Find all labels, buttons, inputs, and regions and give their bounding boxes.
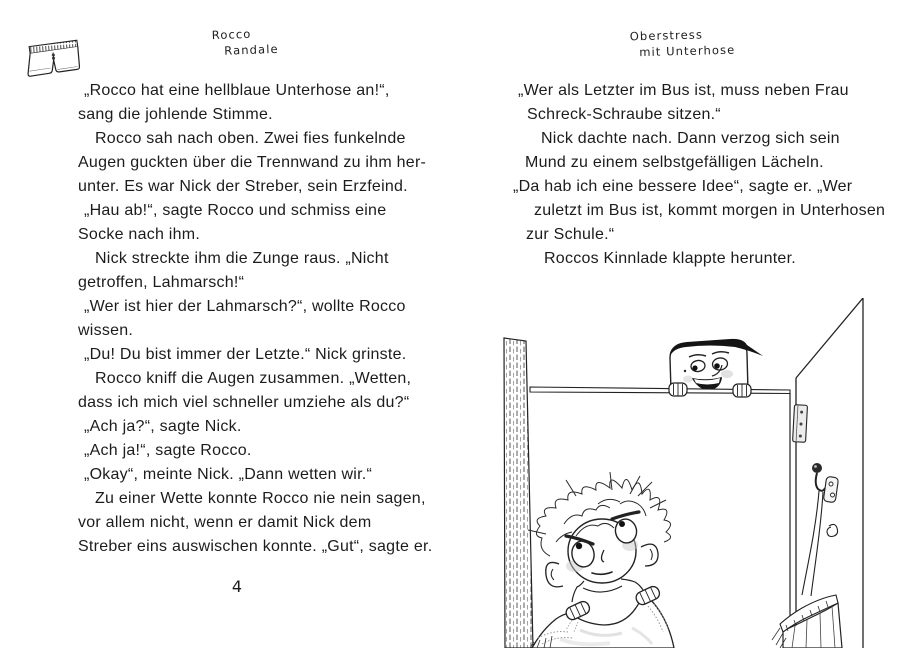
text-line: Nick streckte ihm die Zunge raus. „Nicht bbox=[95, 250, 389, 267]
text-line: Schreck-Schraube sitzen.“ bbox=[527, 106, 721, 123]
text-line: unter. Es war Nick der Streber, sein Erzfeind. bbox=[78, 178, 408, 195]
left-running-header bbox=[211, 25, 278, 59]
text-line: „Okay“, meinte Nick. „Dann wetten wir.“ bbox=[84, 466, 373, 483]
text-line: dass ich mich viel schneller umziehe als du?“ bbox=[78, 394, 410, 411]
changing-room-illustration bbox=[480, 298, 914, 648]
running-header-line: mit Unterhose bbox=[639, 42, 736, 60]
running-header-line: Oberstress bbox=[629, 27, 704, 44]
right-running-header bbox=[630, 26, 736, 61]
right-page-text bbox=[513, 79, 905, 271]
text-line: Nick dachte nach. Dann verzog sich sein bbox=[541, 130, 840, 147]
hanging-bag bbox=[772, 491, 842, 648]
door-clasp-detail bbox=[827, 524, 838, 536]
text-line: Mund zu einem selbstgefälligen Lächeln. bbox=[525, 154, 824, 171]
text-line: vor allem nicht, wenn er damit Nick dem bbox=[78, 514, 372, 531]
text-line: Socke nach ihm. bbox=[78, 226, 201, 243]
text-line: Zu einer Wette konnte Rocco nie nein sagen, bbox=[95, 490, 426, 507]
text-line: wissen. bbox=[78, 322, 134, 339]
text-line: „Du! Du bist immer der Letzte.“ Nick grinste. bbox=[84, 346, 407, 363]
text-line: „Ach ja!“, sagte Rocco. bbox=[84, 442, 252, 459]
text-line: „Da hab ich eine bessere Idee“, sagte er. „Wer bbox=[513, 178, 853, 195]
text-line: zur Schule.“ bbox=[526, 226, 615, 243]
door-hinge-icon bbox=[793, 405, 808, 443]
towel bbox=[532, 598, 674, 648]
partition-post bbox=[504, 338, 533, 648]
text-line: zuletzt im Bus ist, kommt morgen in Unterhosen bbox=[534, 202, 886, 219]
text-line: Streber eins auswischen konnte. „Gut“, sagte er. bbox=[78, 538, 433, 555]
rocco-figure bbox=[528, 472, 674, 648]
left-page-text bbox=[78, 79, 444, 559]
text-line: „Wer als Letzter im Bus ist, muss neben Frau bbox=[518, 82, 849, 99]
text-line: „Hau ab!“, sagte Rocco und schmiss eine bbox=[84, 202, 387, 219]
running-header-line: Rocco bbox=[211, 26, 252, 43]
text-line: Rocco sah nach oben. Zwei fies funkelnde bbox=[95, 130, 406, 147]
door bbox=[790, 298, 863, 648]
text-line: Augen guckten über die Trennwand zu ihm her- bbox=[78, 154, 427, 171]
text-line: getroffen, Lahmarsch!“ bbox=[78, 274, 245, 291]
page-number: 4 bbox=[231, 577, 243, 596]
text-line: „Wer ist hier der Lahmarsch?“, wollte Rocco bbox=[84, 298, 406, 315]
running-header-line: Randale bbox=[224, 41, 279, 58]
coat-hook-icon bbox=[812, 463, 839, 503]
text-line: Roccos Kinnlade klappte herunter. bbox=[544, 250, 796, 267]
boxer-shorts-icon bbox=[24, 38, 82, 78]
text-line: Rocco kniff die Augen zusammen. „Wetten, bbox=[95, 370, 412, 387]
text-line: „Rocco hat eine hellblaue Unterhose an!“, bbox=[84, 82, 390, 99]
text-line: sang die johlende Stimme. bbox=[78, 106, 273, 123]
text-line: „Ach ja?“, sagte Nick. bbox=[84, 418, 242, 435]
